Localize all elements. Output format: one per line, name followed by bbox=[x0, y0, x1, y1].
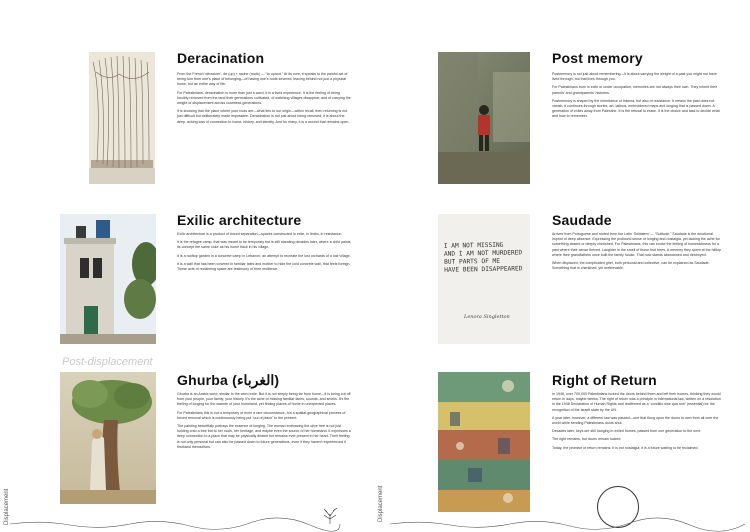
exilic-architecture-photo bbox=[60, 214, 156, 344]
ghurba-painting bbox=[60, 372, 156, 504]
note-line: BUT PARTS OF ME bbox=[444, 257, 501, 266]
paragraph: Postmemory is shaped by the inheritance of trauma, but also of resistance. It means the past does not vanish; it continues through stories, art, tattoos, embroidered maps and longing that is passed down. A generation of exiles away from Palestine. It is the refusal to erase. It is the choice and task to decide what and how to remember. bbox=[552, 98, 720, 119]
note-line: HAVE BEEN DISAPPEARED bbox=[444, 265, 523, 274]
note-line: AND I AM NOT MURDERED bbox=[443, 249, 523, 258]
post-memory-title: Post memory bbox=[552, 50, 643, 66]
post-memory-photo bbox=[438, 52, 530, 184]
paragraph: Exilic architecture is a product of forced separation—spaces constructed in exile, in limbo, in resistance. bbox=[177, 232, 342, 236]
paragraph: From the French ‘déraciner’, de (up) + racine (roots) — “to uproot.” At its core, it speaks to the painful act of being torn from one’s place of belonging—of having one’s roots severed, leaving behind not just a physical home, but an entire way of life. bbox=[177, 72, 348, 87]
saudade-title: Saudade bbox=[552, 212, 612, 228]
paragraph: Postmemory is not just about remembering—it is about carrying the weight of a past you might not have lived through, but that lives through you. bbox=[552, 72, 717, 82]
right-of-return-title: Right of Return bbox=[552, 372, 657, 388]
exilic-architecture-title: Exilic architecture bbox=[177, 212, 302, 228]
paragraph: It is the refugee camp, that was meant to be temporary but is still standing decades later, where a child paints its concept the same color as his home back in his village. bbox=[177, 240, 351, 250]
paragraph: For Palestinians this is not a temporary or even a rare circumstance, but a spatial-geographical process of forced removal which is continuously being put “out of place” to the present. bbox=[177, 410, 346, 420]
paragraph: For Palestinians, deracination is more than just a word; it is a lived experience. It is the feeling of being forcibly removed from the land their generations cultivated, of watching villages disappear, and of carrying the weight of displacement across countless generations. bbox=[177, 90, 351, 106]
exilic-architecture-body bbox=[177, 232, 352, 275]
vertical-label-mid: Displacement bbox=[378, 485, 384, 522]
note-signature: Lenora Singletton bbox=[464, 314, 510, 320]
saudade-note-photo bbox=[438, 214, 530, 344]
right-of-return-painting bbox=[438, 372, 530, 512]
section-label: Post-displacement bbox=[62, 356, 153, 368]
paragraph: The painting beautifully portrays the essence of longing. The woman embracing the olive tree is not just holding onto a tree but to her roots, her heritage, and maybe even the source of her homeland. It expresses a deep connection to a place that may be physically distant but remains ever present in her heart. Their feeling is not only personal but can also be passed down to future generations, even if they haven’t experienced it firsthand themselves. bbox=[177, 424, 351, 449]
ghurba-body bbox=[177, 392, 352, 453]
paragraph: For Palestinians born in exile or under occupation, memories are not always their own. They inherit their parents’ and grandparents’ histories. bbox=[552, 85, 718, 95]
bottom-wave-line bbox=[0, 500, 750, 532]
paragraph: Arrives from Portuguese and rooted from the Latin ‘Solitatem’ — “Solitude.” Saudade is the emotional imprint of deep absence. Expressing the profound sense of longing and nostalgia, yet lacking the ache for something absent or deeply cherished. For Palestinians, this can evoke the feeling of homesickness for a past where their sense thrived. Laughter in the smell of those fruit trees. A memory they spent at the hilltop where their grandfathers once built the family house. That now stands abandoned and destroyed. bbox=[552, 232, 721, 257]
post-memory-body bbox=[552, 72, 722, 123]
paragraph: A year later, however, a different law was passed—one that flung upon the doors to own from all over the world while sending Palestinians doors shut. bbox=[552, 415, 719, 426]
ghurba-title: Ghurba (الغرباء) bbox=[177, 372, 280, 388]
paragraph: The right remains, but doors remain locked. bbox=[552, 437, 622, 442]
paragraph: Today, the promise of return remains. It is not nostalgia; it is a future waiting to be reclaimed. bbox=[552, 445, 699, 450]
vertical-label-left: Displacement bbox=[4, 488, 10, 525]
deracination-photo bbox=[89, 52, 155, 184]
paragraph: Ghurba is an Arabic word, similar to the word exile. But it is not simply being far from home—it is being cut off from your people, your family, your history. It’s the ache of missing familiar faces, sounds, and smells. It’s the feeling of longing for the warmth of your homeland, yet finding places of home in unexpected places. bbox=[177, 392, 351, 407]
deracination-title: Deracination bbox=[177, 50, 265, 66]
saudade-body bbox=[552, 232, 722, 274]
paragraph: Decades later, keys are still hanging in exiled homes, passed from one generation to the next. bbox=[552, 429, 702, 434]
note-line: I AM NOT MISSING bbox=[443, 241, 504, 250]
right-of-return-body bbox=[552, 392, 722, 454]
paragraph: When displaced, the complicated grief, both personal and collective, can be explained as Saudade. Something that is cherished, yet irretrievable. bbox=[552, 261, 710, 271]
small-tree-icon bbox=[324, 508, 337, 524]
note-text bbox=[444, 241, 529, 274]
paragraph: In 1948, over 700,000 Palestinians locked the doors behind them and left their homes, thinking they would return in days, maybe weeks. The right of return was a principle in international law, written on a resolution in the 1948 Declaration of Human Rights and reaffirmed as a “conditio sine qua non” (essential) for the recognition of the Israeli state by the UN. bbox=[552, 392, 721, 412]
paragraph: It is a rooftop garden in a concrete camp in Lebanon, an attempt to recreate the lost orchards of a lost village. bbox=[177, 253, 351, 258]
paragraph: It is knowing that the place where your roots are—what ties to our origin—within recall, then returning is not just difficult but deliberately made impossible. Deracination is not just about being removed; it is about the deep, aching loss of connection to home, history, and identity. And for many, it is a wound that remains open. bbox=[177, 109, 350, 124]
deracination-body bbox=[177, 72, 352, 128]
paragraph: It is a wall that has been covered in familiar tales and mother to hide the cold concrete wall, that feels foreign. These acts of reclaiming space are testimony of their resilience. bbox=[177, 261, 351, 272]
